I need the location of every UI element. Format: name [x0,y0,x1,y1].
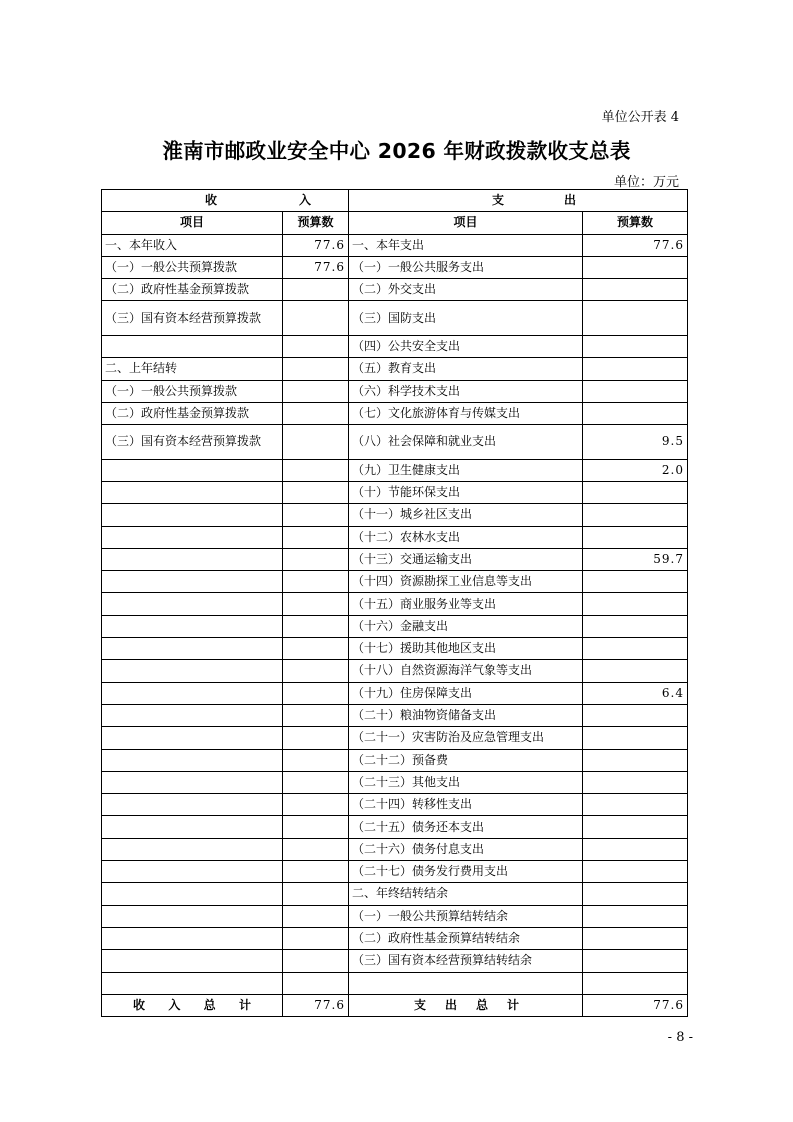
income-item-cell [102,459,283,481]
expense-budget-cell [583,794,688,816]
table-row [102,256,688,278]
table-row [102,883,688,905]
income-budget-cell [283,749,349,771]
income-item-cell: （三）国有资本经营预算拨款 [102,301,283,336]
page-title: 淮南市邮政业安全中心 2026 年财政拨款收支总表 [162,139,631,163]
income-item-cell: （一）一般公共预算拨款 [102,256,283,278]
expense-item-cell: （一）一般公共服务支出 [349,256,583,278]
expense-budget-cell [583,301,688,336]
income-item-cell [102,749,283,771]
income-item-cell [102,660,283,682]
income-item-cell [102,335,283,357]
income-budget-cell [283,425,349,460]
income-budget-cell [283,861,349,883]
expense-budget-cell [583,749,688,771]
income-item-cell [102,927,283,949]
income-budget-cell [283,838,349,860]
income-budget-cell [283,638,349,660]
table-row [102,905,688,927]
table-row [102,279,688,301]
table-row [102,301,688,336]
total-char: 计 [238,997,251,1012]
expense-budget-cell [583,727,688,749]
income-total-label [102,994,283,1016]
expense-header-char: 出 [563,193,576,208]
table-row [102,972,688,994]
expense-budget-cell: 9.5 [583,425,688,460]
expense-budget-cell [583,704,688,726]
budget-table [101,189,688,1017]
total-char: 出 [444,997,457,1012]
expense-total-label [349,994,583,1016]
total-char: 计 [506,997,519,1012]
income-budget-cell [283,816,349,838]
income-item-header: 项目 [102,212,283,234]
expense-budget-cell: 2.0 [583,459,688,481]
income-total-value: 77.6 [283,994,349,1016]
expense-header-char: 支 [492,193,505,208]
income-item-cell [102,615,283,637]
expense-budget-cell [583,861,688,883]
income-budget-cell [283,794,349,816]
expense-budget-cell [583,972,688,994]
table-row [102,727,688,749]
table-row [102,615,688,637]
table-row [102,794,688,816]
income-item-cell [102,481,283,503]
expense-item-cell: （二十五）债务还本支出 [349,816,583,838]
expense-budget-cell: 59.7 [583,548,688,570]
table-row [102,481,688,503]
income-item-cell [102,504,283,526]
expense-budget-cell [583,927,688,949]
income-item-cell [102,950,283,972]
table-row [102,593,688,615]
expense-item-cell: （十三）交通运输支出 [349,548,583,570]
expense-budget-cell [583,638,688,660]
expense-item-header: 项目 [349,212,583,234]
income-budget-cell [283,504,349,526]
expense-budget-cell [583,481,688,503]
income-budget-cell: 77.6 [283,256,349,278]
table-row [102,526,688,548]
income-item-cell [102,816,283,838]
table-row [102,749,688,771]
expense-item-cell: （二十一）灾害防治及应急管理支出 [349,727,583,749]
table-row [102,838,688,860]
table-row [102,380,688,402]
income-budget-cell [283,950,349,972]
income-item-cell [102,794,283,816]
income-item-cell [102,682,283,704]
expense-item-cell: （六）科学技术支出 [349,380,583,402]
income-budget-cell [283,883,349,905]
income-item-cell: （二）政府性基金预算拨款 [102,279,283,301]
income-item-cell [102,771,283,793]
income-budget-cell [283,660,349,682]
expense-budget-cell: 77.6 [583,234,688,256]
income-item-cell [102,883,283,905]
expense-item-cell: （十二）农林水支出 [349,526,583,548]
expense-item-cell: （十）节能环保支出 [349,481,583,503]
expense-item-cell: （十六）金融支出 [349,615,583,637]
expense-item-cell: （七）文化旅游体育与传媒支出 [349,402,583,424]
total-char: 总 [203,997,216,1012]
total-char: 支 [414,997,427,1012]
expense-item-cell: （二十四）转移性支出 [349,794,583,816]
income-item-cell [102,526,283,548]
totals-row [102,994,688,1016]
total-char: 收 [133,997,146,1012]
table-row [102,816,688,838]
income-budget-cell [283,771,349,793]
expense-item-cell: （二）政府性基金预算结转结余 [349,927,583,949]
expense-item-cell: 一、本年支出 [349,234,583,256]
table-row [102,548,688,570]
income-item-cell [102,905,283,927]
table-row [102,571,688,593]
expense-section-header [349,190,688,212]
table-section-header [102,190,688,212]
income-budget-header: 预算数 [283,212,349,234]
income-item-cell [102,727,283,749]
expense-budget-cell [583,950,688,972]
income-item-cell [102,593,283,615]
expense-item-cell: （二十）粮油物资储备支出 [349,704,583,726]
expense-item-cell: （十七）援助其他地区支出 [349,638,583,660]
income-section-header [102,190,349,212]
income-budget-cell [283,301,349,336]
expense-item-cell: （二十三）其他支出 [349,771,583,793]
table-row [102,358,688,380]
total-char: 总 [475,997,488,1012]
income-budget-cell [283,402,349,424]
table-row [102,861,688,883]
income-budget-cell [283,548,349,570]
income-budget-cell [283,704,349,726]
expense-item-cell: （二）外交支出 [349,279,583,301]
expense-item-cell: （四）公共安全支出 [349,335,583,357]
expense-item-cell: （九）卫生健康支出 [349,459,583,481]
income-item-cell [102,571,283,593]
expense-budget-cell [583,279,688,301]
expense-item-cell [349,972,583,994]
table-row [102,234,688,256]
income-budget-cell [283,593,349,615]
income-budget-cell [283,279,349,301]
table-row [102,638,688,660]
expense-item-cell: （五）教育支出 [349,358,583,380]
income-budget-cell [283,358,349,380]
expense-budget-cell [583,571,688,593]
table-row [102,660,688,682]
income-item-cell [102,861,283,883]
form-number: 单位公开表 4 [601,110,679,125]
income-budget-cell [283,905,349,927]
expense-item-cell: （八）社会保障和就业支出 [349,425,583,460]
income-item-cell [102,548,283,570]
income-budget-cell [283,682,349,704]
expense-item-cell: （一）一般公共预算结转结余 [349,905,583,927]
income-header-char: 入 [298,193,311,208]
expense-item-cell: （三）国防支出 [349,301,583,336]
expense-budget-cell [583,660,688,682]
income-budget-cell [283,481,349,503]
expense-budget-cell [583,335,688,357]
expense-budget-cell [583,615,688,637]
income-budget-cell [283,571,349,593]
expense-item-cell: （十八）自然资源海洋气象等支出 [349,660,583,682]
expense-item-cell: （二十七）债务发行费用支出 [349,861,583,883]
unit-label: 单位：万元 [613,175,679,190]
expense-budget-cell [583,883,688,905]
table-row [102,504,688,526]
expense-item-cell: （十五）商业服务业等支出 [349,593,583,615]
income-item-cell: （二）政府性基金预算拨款 [102,402,283,424]
income-item-cell [102,638,283,660]
expense-budget-cell [583,402,688,424]
expense-item-cell: 二、年终结转结余 [349,883,583,905]
table-row [102,459,688,481]
expense-item-cell: （十四）资源勘探工业信息等支出 [349,571,583,593]
total-char: 入 [168,997,181,1012]
income-budget-cell [283,927,349,949]
income-item-cell [102,972,283,994]
expense-budget-cell [583,593,688,615]
table-row [102,927,688,949]
income-item-cell: 二、上年结转 [102,358,283,380]
expense-budget-cell [583,380,688,402]
expense-item-cell: （二十二）预备费 [349,749,583,771]
income-budget-cell [283,380,349,402]
expense-item-cell: （十九）住房保障支出 [349,682,583,704]
income-budget-cell [283,459,349,481]
expense-budget-cell [583,838,688,860]
table-row [102,335,688,357]
table-row [102,425,688,460]
expense-budget-cell [583,358,688,380]
expense-budget-cell: 6.4 [583,682,688,704]
income-budget-cell [283,972,349,994]
expense-budget-cell [583,504,688,526]
expense-budget-cell [583,816,688,838]
expense-budget-cell [583,771,688,793]
income-budget-cell [283,526,349,548]
table-row [102,682,688,704]
income-item-cell [102,838,283,860]
expense-budget-cell [583,526,688,548]
expense-total-value: 77.6 [583,994,688,1016]
table-row [102,704,688,726]
table-row [102,402,688,424]
expense-item-cell: （二十六）债务付息支出 [349,838,583,860]
expense-budget-cell [583,905,688,927]
table-column-header [102,212,688,234]
income-item-cell [102,704,283,726]
income-item-cell: 一、本年收入 [102,234,283,256]
expense-budget-cell [583,256,688,278]
page-number: - 8 - [667,1030,693,1045]
expense-budget-header: 预算数 [583,212,688,234]
income-budget-cell [283,335,349,357]
income-budget-cell [283,727,349,749]
income-header-char: 收 [205,193,218,208]
income-item-cell: （三）国有资本经营预算拨款 [102,425,283,460]
expense-item-cell: （十一）城乡社区支出 [349,504,583,526]
income-budget-cell: 77.6 [283,234,349,256]
table-row [102,950,688,972]
income-item-cell: （一）一般公共预算拨款 [102,380,283,402]
expense-item-cell: （三）国有资本经营预算结转结余 [349,950,583,972]
table-row [102,771,688,793]
income-budget-cell [283,615,349,637]
